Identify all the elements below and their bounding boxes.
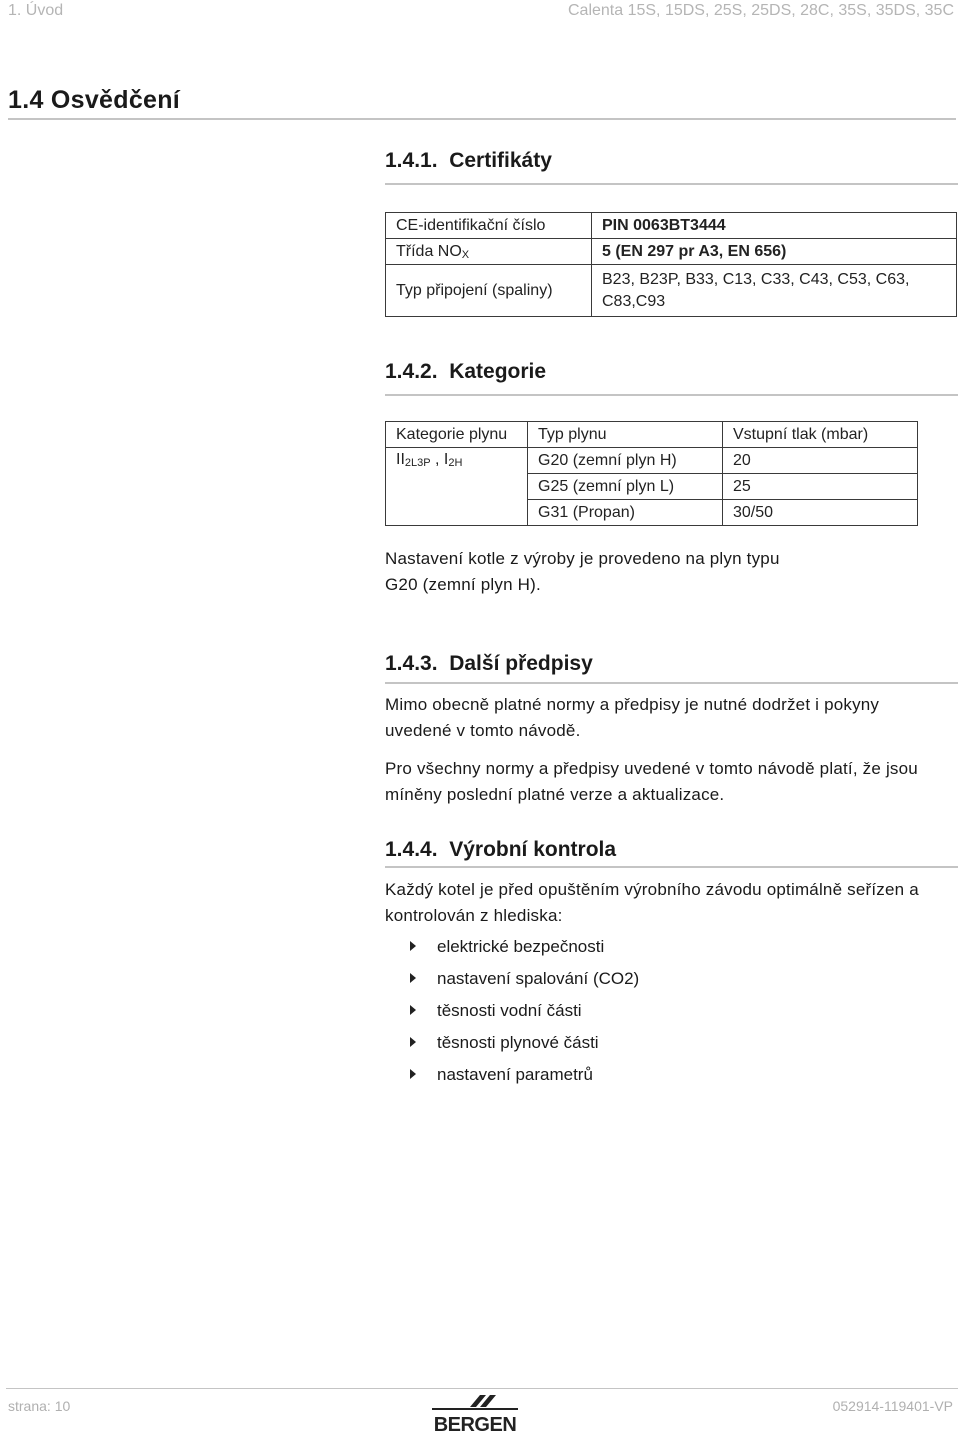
list-item-text: těsnosti vodní části <box>437 1001 582 1020</box>
bullet-triangle-icon <box>410 1037 416 1047</box>
gas-type: G25 (zemní plyn L) <box>528 474 723 500</box>
logo-wordmark: BERGEN <box>433 1414 517 1435</box>
categories-table <box>385 421 918 526</box>
regulations-heading: 1.4.3. Další předpisy <box>385 652 593 675</box>
list-item-text: elektrické bezpečnosti <box>437 937 605 956</box>
cert-value: PIN 0063BT3444 <box>592 213 957 239</box>
bullet-triangle-icon <box>410 1005 416 1015</box>
gas-type: G20 (zemní plyn H) <box>528 448 723 474</box>
cert-label: Typ připojení (spaliny) <box>386 265 592 317</box>
cert-value-line: C83,C93 <box>602 292 666 310</box>
category-separator: , I <box>430 451 449 468</box>
gas-pressure: 20 <box>723 448 918 474</box>
gas-type: G31 (Propan) <box>528 500 723 526</box>
cert-label <box>386 239 592 265</box>
table-row <box>386 448 918 474</box>
bullet-triangle-icon <box>410 941 416 951</box>
bergen-logo <box>430 1391 520 1435</box>
nox-subscript: X <box>461 248 470 261</box>
regulations-heading-rule <box>385 682 958 684</box>
list-item-text: nastavení spalování (CO2) <box>437 969 640 988</box>
table-header-row <box>386 422 918 448</box>
category-code: II <box>396 451 405 468</box>
certs-heading: 1.4.1. Certifikáty <box>385 149 552 172</box>
cert-value <box>592 265 957 317</box>
column-header: Typ plynu <box>528 422 723 448</box>
section-title: 1.4 Osvědčení <box>8 86 181 114</box>
cert-value-line: B23, B23P, B33, C13, C33, C43, C53, C63, <box>602 270 910 288</box>
bullet-triangle-icon <box>410 973 416 983</box>
table-row <box>386 213 957 239</box>
section-title-rule <box>8 118 956 120</box>
nox-label: Třída NO <box>396 242 462 260</box>
inspection-intro <box>385 877 957 929</box>
inspection-heading: 1.4.4. Výrobní kontrola <box>385 838 617 861</box>
categories-note <box>385 546 957 598</box>
footer-rule <box>6 1388 958 1389</box>
regulations-paragraph-1 <box>385 692 957 744</box>
regulations-paragraph-2 <box>385 756 957 808</box>
footer-page-number: strana: 10 <box>8 1398 71 1414</box>
table-row <box>386 239 957 265</box>
regulations-line: uvedené v tomto návodě. <box>385 721 581 740</box>
category-subscript: 2L3P <box>404 457 431 469</box>
list-item-text: nastavení parametrů <box>437 1065 593 1084</box>
column-header: Kategorie plynu <box>386 422 528 448</box>
certs-table <box>385 212 957 317</box>
inspection-intro-line: kontrolován z hlediska: <box>385 906 563 925</box>
footer-document-code: 052914-119401-VP <box>832 1398 953 1414</box>
gas-pressure: 25 <box>723 474 918 500</box>
certs-heading-rule <box>385 183 958 185</box>
column-header: Vstupní tlak (mbar) <box>723 422 918 448</box>
categories-note-line: Nastavení kotle z výroby je provedeno na plyn typu <box>385 549 780 568</box>
categories-heading: 1.4.2. Kategorie <box>385 360 547 383</box>
regulations-line: Mimo obecně platné normy a předpisy je nutné dodržet i pokyny <box>385 695 880 714</box>
regulations-line: Pro všechny normy a předpisy uvedené v tomto návodě platí, že jsou <box>385 759 918 778</box>
list-item-text: těsnosti plynové části <box>437 1033 599 1052</box>
cert-label: CE-identifikační číslo <box>386 213 592 239</box>
categories-note-line: G20 (zemní plyn H). <box>385 575 541 594</box>
gas-pressure: 30/50 <box>723 500 918 526</box>
categories-heading-rule <box>385 394 958 396</box>
table-row <box>386 265 957 317</box>
gas-category <box>386 448 528 526</box>
inspection-intro-line: Každý kotel je před opuštěním výrobního závodu optimálně seřízen a <box>385 880 919 899</box>
category-subscript: 2H <box>448 457 463 469</box>
header-models: Calenta 15S, 15DS, 25S, 25DS, 28C, 35S, 35DS, 35C <box>567 2 954 19</box>
regulations-line: míněny poslední platné verze a aktualizace. <box>385 785 725 804</box>
cert-value: 5 (EN 297 pr A3, EN 656) <box>592 239 957 265</box>
header-chapter: 1. Úvod <box>8 2 64 19</box>
inspection-heading-rule <box>385 866 958 868</box>
bullet-triangle-icon <box>410 1069 416 1079</box>
